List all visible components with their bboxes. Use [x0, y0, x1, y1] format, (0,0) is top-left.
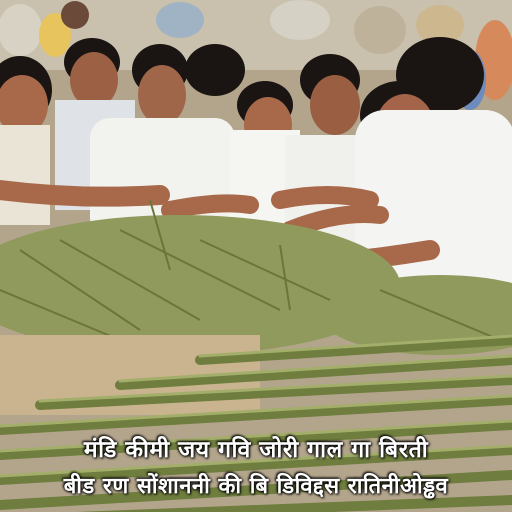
caption-line-2: बीड रण सोंशाननी की बि डिविद्दस रातिनीओड्ढव	[63, 474, 449, 499]
caption-line-1: मंडि कीमी जय गवि जोरी गाल गा बिरती	[83, 437, 429, 463]
